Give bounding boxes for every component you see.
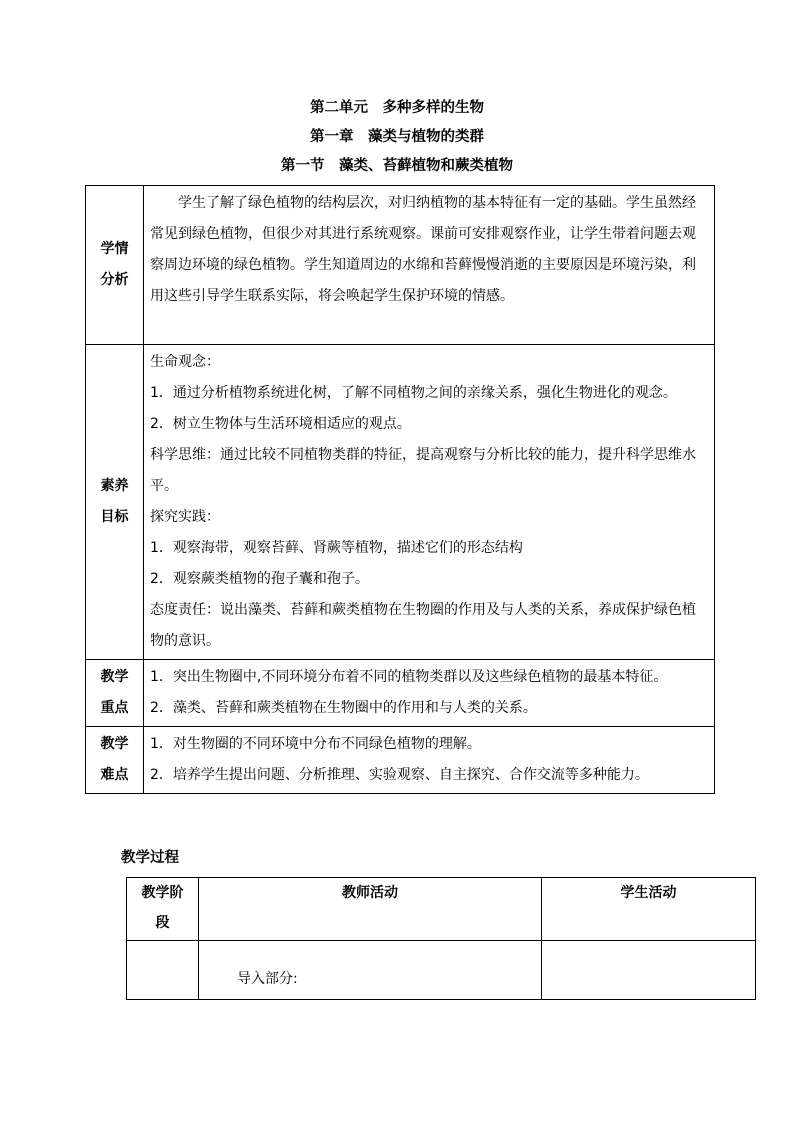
difficulties-label: 教学 难点 bbox=[86, 727, 144, 794]
goals-line: 1．通过分析植物系统进化树，了解不同植物之间的亲缘关系，强化生物进化的观念。 bbox=[150, 385, 677, 401]
difficulties-content bbox=[144, 727, 715, 794]
process-row bbox=[127, 941, 756, 1000]
goals-line: 科学思维：通过比较不同植物类群的特征，提高观察与分析比较的能力，提升科学思维水平。 bbox=[150, 447, 696, 494]
key-point-line: 2．藻类、苔藓和蕨类植物在生物圈中的作用和与人类的关系。 bbox=[150, 700, 537, 716]
stage-header: 教学阶 段 bbox=[127, 878, 199, 941]
analysis-text: 学生了解了绿色植物的结构层次，对归纳植物的基本特征有一定的基础。学生虽然经常见到绿色植物，但很少对其进行系统观察。课前可安排观察作业，让学生带着问题去观察周边环境的绿色植物。学生知道周边的水绵和苔藓慢慢消逝的主要原因是环境污染，利用这些引导学生联系实际，将会唤起学生保护环境的情感。 bbox=[150, 195, 696, 304]
lesson-info-table bbox=[85, 185, 715, 794]
key-points-label: 教学 重点 bbox=[86, 660, 144, 727]
teacher-activity-header: 教师活动 bbox=[199, 878, 542, 941]
analysis-content bbox=[144, 186, 715, 345]
goals-line: 态度责任：说出藻类、苔藓和蕨类植物在生物圈的作用及与人类的关系，养成保护绿色植物的意识。 bbox=[150, 602, 696, 649]
goals-row bbox=[86, 345, 715, 660]
process-heading: 教学过程 bbox=[121, 850, 179, 866]
process-header-row bbox=[127, 878, 756, 941]
key-points-content bbox=[144, 660, 715, 727]
document-titles bbox=[0, 94, 794, 181]
analysis-row bbox=[86, 186, 715, 345]
goals-content bbox=[144, 345, 715, 660]
stage-cell bbox=[127, 941, 199, 1000]
key-point-line: 1．突出生物圈中,不同环境分布着不同的植物类群以及这些绿色植物的最基本特征。 bbox=[150, 669, 668, 685]
goals-label: 素养 目标 bbox=[86, 345, 144, 660]
teacher-activity-cell: 导入部分: bbox=[199, 941, 542, 1000]
goals-line: 探究实践： bbox=[150, 509, 220, 525]
analysis-label: 学情 分析 bbox=[86, 186, 144, 345]
difficulties-row bbox=[86, 727, 715, 794]
goals-line: 2．观察蕨类植物的孢子囊和孢子。 bbox=[150, 571, 369, 587]
unit-title: 第二单元 多种多样的生物 bbox=[310, 100, 484, 116]
difficulty-line: 1．对生物圈的不同环境中分布不同绿色植物的理解。 bbox=[150, 736, 481, 752]
key-points-row bbox=[86, 660, 715, 727]
student-activity-cell bbox=[542, 941, 756, 1000]
difficulty-line: 2．培养学生提出问题、分析推理、实验观察、自主探究、合作交流等多种能力。 bbox=[150, 767, 649, 783]
goals-line: 生命观念： bbox=[150, 354, 220, 370]
process-table bbox=[126, 877, 756, 1000]
student-activity-header: 学生活动 bbox=[542, 878, 756, 941]
chapter-title: 第一章 藻类与植物的类群 bbox=[310, 129, 484, 145]
section-title: 第一节 藻类、苔藓植物和蕨类植物 bbox=[281, 158, 513, 174]
goals-line: 2．树立生物体与生活环境相适应的观点。 bbox=[150, 416, 411, 432]
goals-line: 1．观察海带，观察苔藓、肾蕨等植物，描述它们的形态结构 bbox=[150, 540, 523, 556]
